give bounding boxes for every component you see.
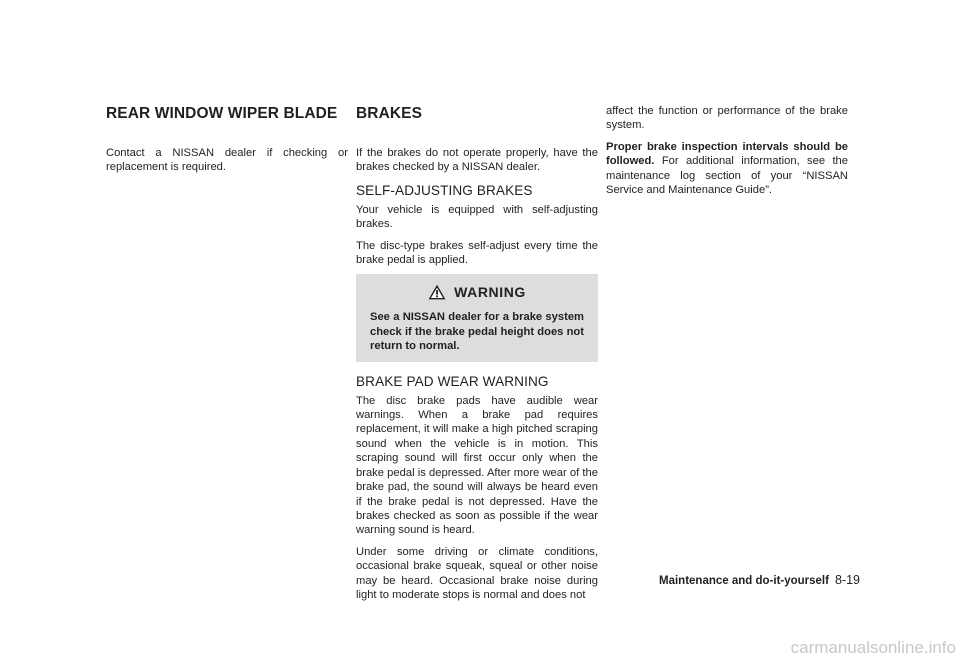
self-adjusting-text-2: The disc-type brakes self-adjust every time the brake pedal is applied. — [356, 239, 598, 267]
rear-wiper-text: Contact a NISSAN dealer if checking or replacement is required. — [106, 147, 348, 174]
column-brakes-continued — [606, 104, 848, 204]
warning-header — [370, 280, 584, 304]
self-adjusting-text-1: Your vehicle is equipped with self-adjusting brakes. — [356, 203, 598, 231]
subheading-brake-pad-wear: BRAKE PAD WEAR WARNING — [356, 373, 549, 389]
warning-text: See a NISSAN dealer for a brake system check if the brake pedal height does not return to normal. — [370, 311, 584, 353]
inspection-bold-text: Proper brake inspection intervals should be followed. — [606, 140, 848, 168]
section-title-rear-wiper: REAR WINDOW WIPER BLADE — [106, 105, 338, 122]
warning-box — [356, 274, 598, 361]
page-footer — [610, 573, 860, 587]
inspection-rest-text: For additional information, see the maintenance log section of your “NISSAN Service and Maintenance Guide”. — [606, 155, 848, 197]
brake-pad-wear-text-2: Under some driving or climate conditions, occasional brake squeak, squeal or other noise may be heard. Occasional brake noise during light to moderate stops is normal and does not — [356, 545, 598, 601]
continued-text: affect the function or performance of the brake system. — [606, 105, 848, 132]
section-title-brakes: BRAKES — [356, 105, 423, 122]
subheading-self-adjusting: SELF-ADJUSTING BRAKES — [356, 182, 533, 198]
watermark: carmanualsonline.info — [790, 638, 956, 657]
warning-triangle-icon — [428, 284, 446, 300]
column-brakes — [356, 104, 598, 609]
warning-title: WARNING — [454, 284, 526, 301]
brake-pad-wear-text-1: The disc brake pads have audible wear warnings. When a brake pad requires replacement, it will make a high pitched scraping sound when the vehicle is in motion. This scraping sound will first occur only when the brake pedal is depressed. After more wear of the brake pad, the sound will always be heard even if the brake pedal is not depressed. Have the brakes checked as soon as possible if the wear warning sound is heard. — [356, 394, 598, 537]
brakes-intro: If the brakes do not operate properly, have the brakes checked by a NISSAN dealer. — [356, 147, 598, 174]
inspection-paragraph — [606, 140, 848, 198]
page-number: 8-19 — [834, 573, 860, 587]
column-rear-wiper — [106, 104, 348, 182]
footer-section-name: Maintenance and do-it-yourself — [659, 575, 829, 587]
